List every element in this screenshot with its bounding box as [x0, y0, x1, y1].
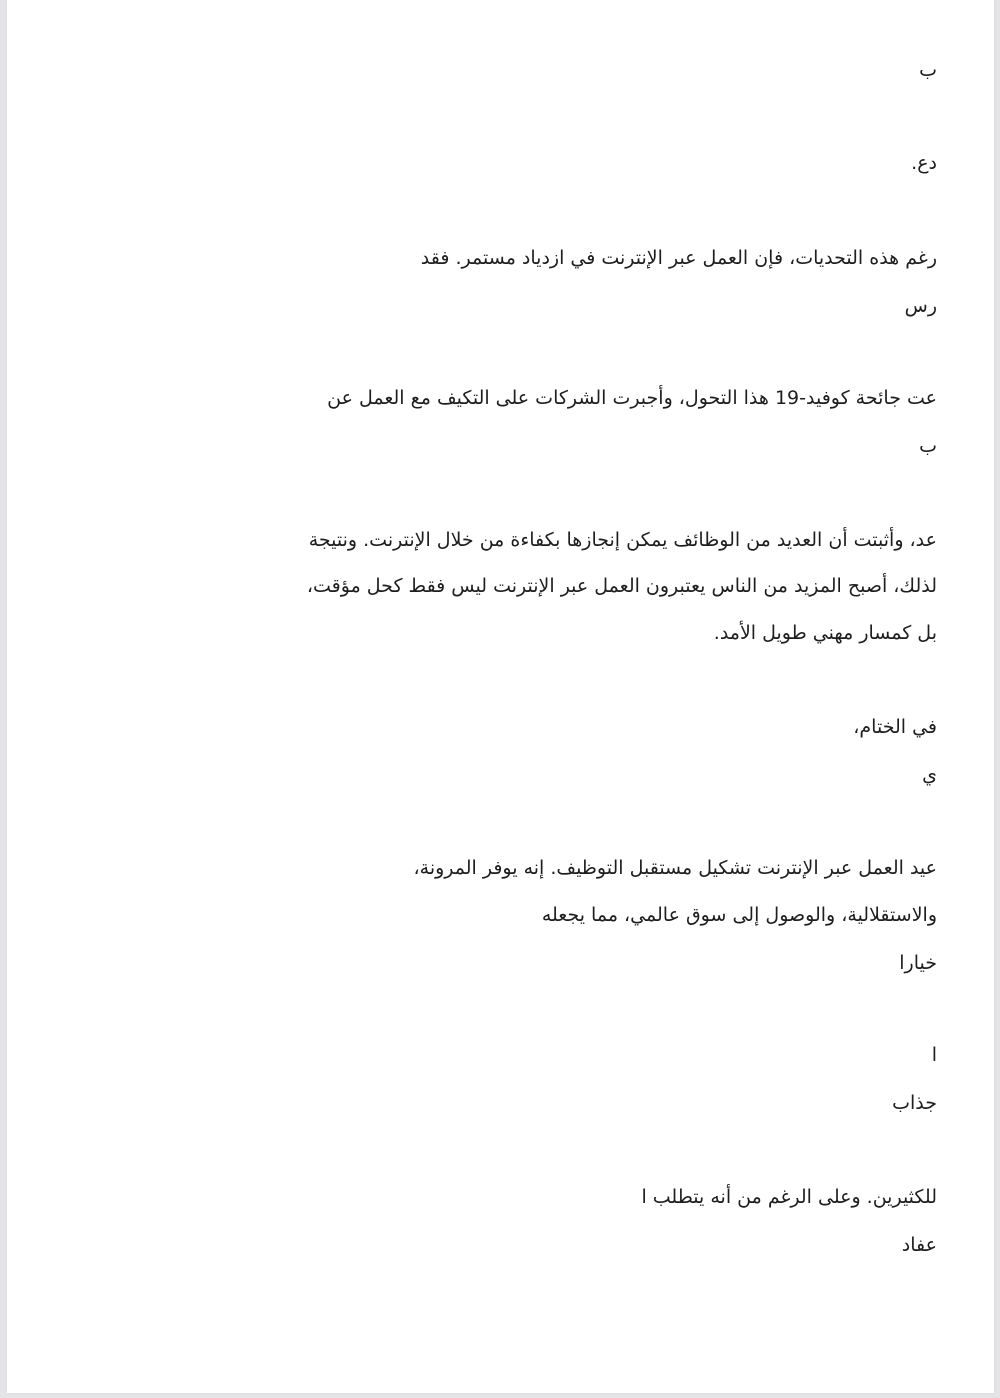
text-line: عت جائحة كوفيد-19 هذا التحول، وأجبرت الشركات على التكيف مع العمل عن — [327, 387, 937, 409]
text-line: ب — [919, 435, 937, 457]
text-line: في الختام، — [853, 716, 937, 738]
text-line: رغم هذه التحديات، فإن العمل عبر الإنترنت في ازدياد مستمر. فقد — [420, 247, 937, 269]
text-line: عيد العمل عبر الإنترنت تشكيل مستقبل التوظيف. إنه يوفر المرونة، — [413, 857, 937, 879]
document-page — [7, 0, 994, 1393]
text-line: عد، وأثبتت أن العديد من الوظائف يمكن إنجازها بكفاءة من خلال الإنترنت. ونتيجة — [308, 529, 937, 551]
text-line: ا — [931, 1044, 937, 1066]
text-line: عفاد — [901, 1234, 937, 1256]
text-line: لذلك، أصبح المزيد من الناس يعتبرون العمل عبر الإنترنت ليس فقط كحل مؤقت، — [306, 575, 937, 597]
text-line: ي — [922, 764, 937, 786]
text-line: جذاب — [892, 1092, 937, 1114]
text-line: رس — [904, 295, 937, 317]
text-line: والاستقلالية، والوصول إلى سوق عالمي، مما يجعله — [541, 904, 937, 926]
text-line: بل كمسار مهني طويل الأمد. — [713, 622, 937, 644]
text-line: للكثيرين. وعلى الرغم من أنه يتطلب ا — [641, 1186, 937, 1208]
text-line: ب — [919, 59, 937, 81]
text-line: خيارا — [899, 952, 937, 974]
text-line: دع. — [911, 152, 937, 174]
